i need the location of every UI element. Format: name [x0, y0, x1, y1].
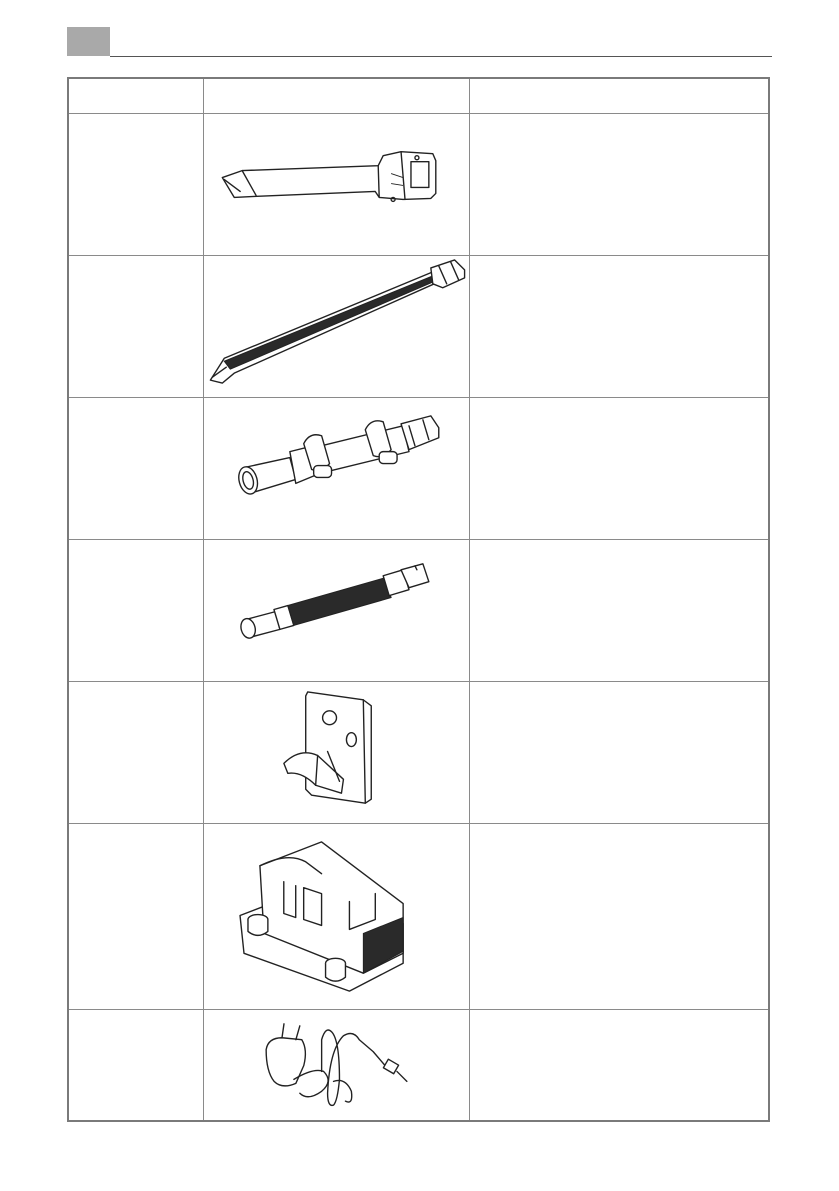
part-name-cell: [69, 682, 204, 823]
table-row: [69, 681, 768, 823]
part-name-cell: [69, 114, 204, 255]
power-adapter-illustration: [204, 1010, 469, 1120]
table-row: [69, 1009, 768, 1120]
charging-base-illustration: [204, 824, 469, 1009]
table-row: [69, 397, 768, 539]
table-header-row: [69, 79, 768, 113]
page-number-tab: [67, 27, 110, 56]
part-name-cell: [69, 398, 204, 539]
part-name-cell: [69, 540, 204, 681]
part-name-cell: [69, 824, 204, 1009]
part-name-cell: [69, 1010, 204, 1120]
long-crevice-tool-illustration: [204, 256, 469, 397]
table-row: [69, 539, 768, 681]
part-illustration-cell: [204, 114, 470, 255]
parts-table: [67, 77, 770, 1122]
part-description-cell: [470, 540, 768, 681]
header-cell-illustration: [204, 79, 470, 113]
header-rule: [110, 56, 772, 57]
part-illustration-cell: [204, 398, 470, 539]
part-description-cell: [470, 114, 768, 255]
part-illustration-cell: [204, 1010, 470, 1120]
part-illustration-cell: [204, 540, 470, 681]
flexible-hose-illustration: [204, 540, 469, 681]
part-description-cell: [470, 682, 768, 823]
part-description-cell: [470, 256, 768, 397]
part-description-cell: [470, 824, 768, 1009]
header-cell-name: [69, 79, 204, 113]
crevice-tool-illustration: [204, 114, 469, 255]
table-row: [69, 113, 768, 255]
part-illustration-cell: [204, 824, 470, 1009]
table-row: [69, 255, 768, 397]
header-cell-description: [470, 79, 768, 113]
part-name-cell: [69, 256, 204, 397]
tube-adapter-illustration: [204, 398, 469, 539]
part-illustration-cell: [204, 256, 470, 397]
part-description-cell: [470, 1010, 768, 1120]
wall-bracket-illustration: [204, 682, 469, 823]
part-illustration-cell: [204, 682, 470, 823]
part-description-cell: [470, 398, 768, 539]
table-row: [69, 823, 768, 1009]
